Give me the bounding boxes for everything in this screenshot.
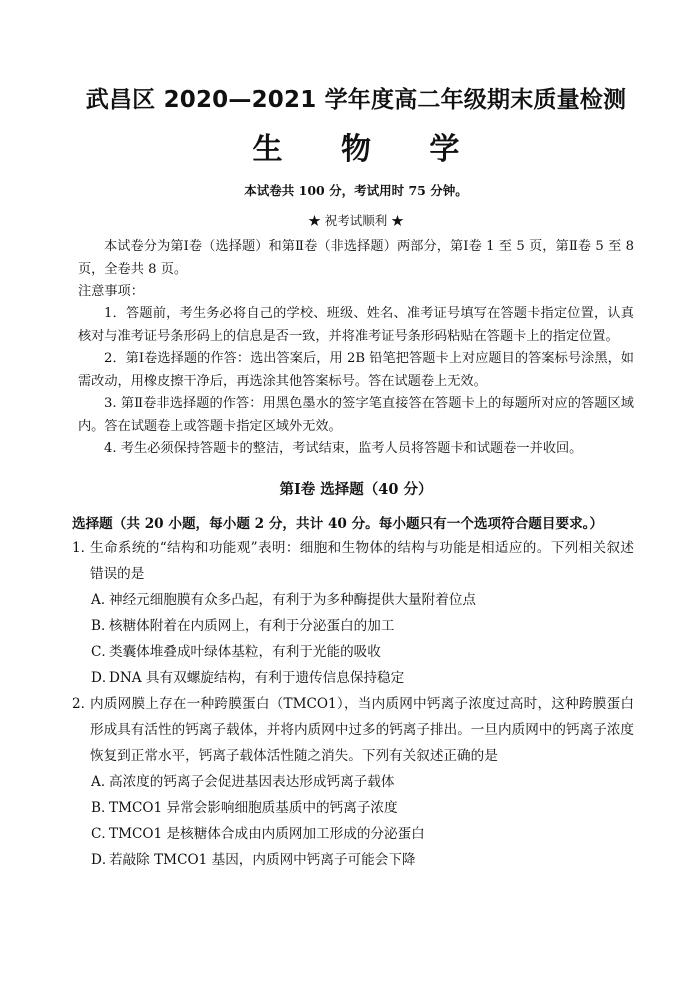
option-d [78, 847, 634, 873]
question-number: 2． [72, 695, 95, 712]
option-letter: D． [91, 851, 116, 868]
question-stem [72, 691, 634, 769]
option-text: 神经元细胞膜有众多凸起，有利于为多种酶提供大量附着位点 [109, 591, 477, 608]
option-letter: C． [91, 825, 115, 842]
option-letter: C． [91, 643, 115, 660]
option-letter: A． [91, 773, 115, 790]
option-letter: B． [91, 617, 115, 634]
option-text: DNA 具有双螺旋结构，有利于遗传信息保持稳定 [109, 669, 405, 686]
option-text: TMCO1 是核糖体合成由内质网加工形成的分泌蛋白 [109, 825, 425, 842]
subject-title: 生 物 学 [252, 132, 484, 167]
option-text: 类囊体堆叠成叶绿体基粒，有利于光能的吸收 [109, 643, 381, 660]
question-1 [72, 535, 634, 691]
question-2 [72, 691, 634, 873]
exam-info: 本试卷共 100 分，考试用时 75 分钟。 [244, 183, 468, 198]
option-a [78, 769, 634, 795]
section-instructions: 选择题（共 20 小题，每小题 2 分，共计 40 分。每小题只有一个选项符合题目要求。） [72, 515, 604, 532]
option-text: 若敲除 TMCO1 基因，内质网中钙离子可能会下降 [109, 851, 416, 868]
option-a [78, 587, 634, 613]
note-item-1: 1．答题前，考生务必将自己的学校、班级、姓名、准考证号填写在答题卡指定位置，认真核对与准考证号条形码上的信息是否一致，并将准考证号条形码粘贴在答题卡上的指定位置。 [78, 306, 634, 344]
option-letter: B． [91, 799, 115, 816]
question-text: 内质网膜上存在一种跨膜蛋白（TMCO1），当内质网中钙离子浓度过高时，这种跨膜蛋白形成具有活性的钙离子载体，并将内质网中过多的钙离子排出。一旦内质网中的钙离子浓度恢复到正常水平，钙离子载体活性随之消失。下列有关叙述正确的是 [90, 695, 634, 764]
notes-heading: 注意事项： [78, 284, 144, 299]
exam-title: 武昌区 2020—2021 学年度高二年级期末质量检测 [85, 87, 627, 113]
option-d [78, 665, 634, 691]
option-c [78, 639, 634, 665]
exam-intro: 本试卷分为第Ⅰ卷（选择题）和第Ⅱ卷（非选择题）两部分，第Ⅰ卷 1 至 5 页，第Ⅱ卷 5 至 8 页，全卷共 8 页。 [78, 239, 634, 277]
note-item-4: 4. 考生必须保持答题卡的整洁，考试结束，监考人员将答题卡和试题卷一并收回。 [104, 441, 583, 456]
option-b [78, 795, 634, 821]
option-text: 高浓度的钙离子会促进基因表达形成钙离子载体 [109, 773, 395, 790]
note-item-2: 2．第Ⅰ卷选择题的作答：选出答案后，用 2B 铅笔把答题卡上对应题目的答案标号涂黑，如需改动，用橡皮擦干净后，再选涂其他答案标号。答在试题卷上无效。 [78, 351, 634, 389]
option-c [78, 821, 634, 847]
note-item-3: 3. 第Ⅱ卷非选择题的作答：用黑色墨水的签字笔直接答在答题卡上的每题所对应的答题区域内。答在试题卷上或答题卡指定区域外无效。 [78, 396, 634, 434]
option-text: 核糖体附着在内质网上，有利于分泌蛋白的加工 [109, 617, 395, 634]
option-letter: D． [91, 669, 116, 686]
option-b [78, 613, 634, 639]
good-luck-line: ★ 祝考试顺利 ★ [308, 213, 404, 228]
option-letter: A． [91, 591, 115, 608]
question-text: 生命系统的“结构和功能观”表明：细胞和生物体的结构与功能是相适应的。下列相关叙述错误的是 [90, 539, 634, 582]
option-text: TMCO1 异常会影响细胞质基质中的钙离子浓度 [109, 799, 398, 816]
section-title: 第Ⅰ卷 选择题（40 分） [279, 480, 433, 498]
question-stem [72, 535, 634, 587]
question-number: 1． [72, 539, 95, 556]
